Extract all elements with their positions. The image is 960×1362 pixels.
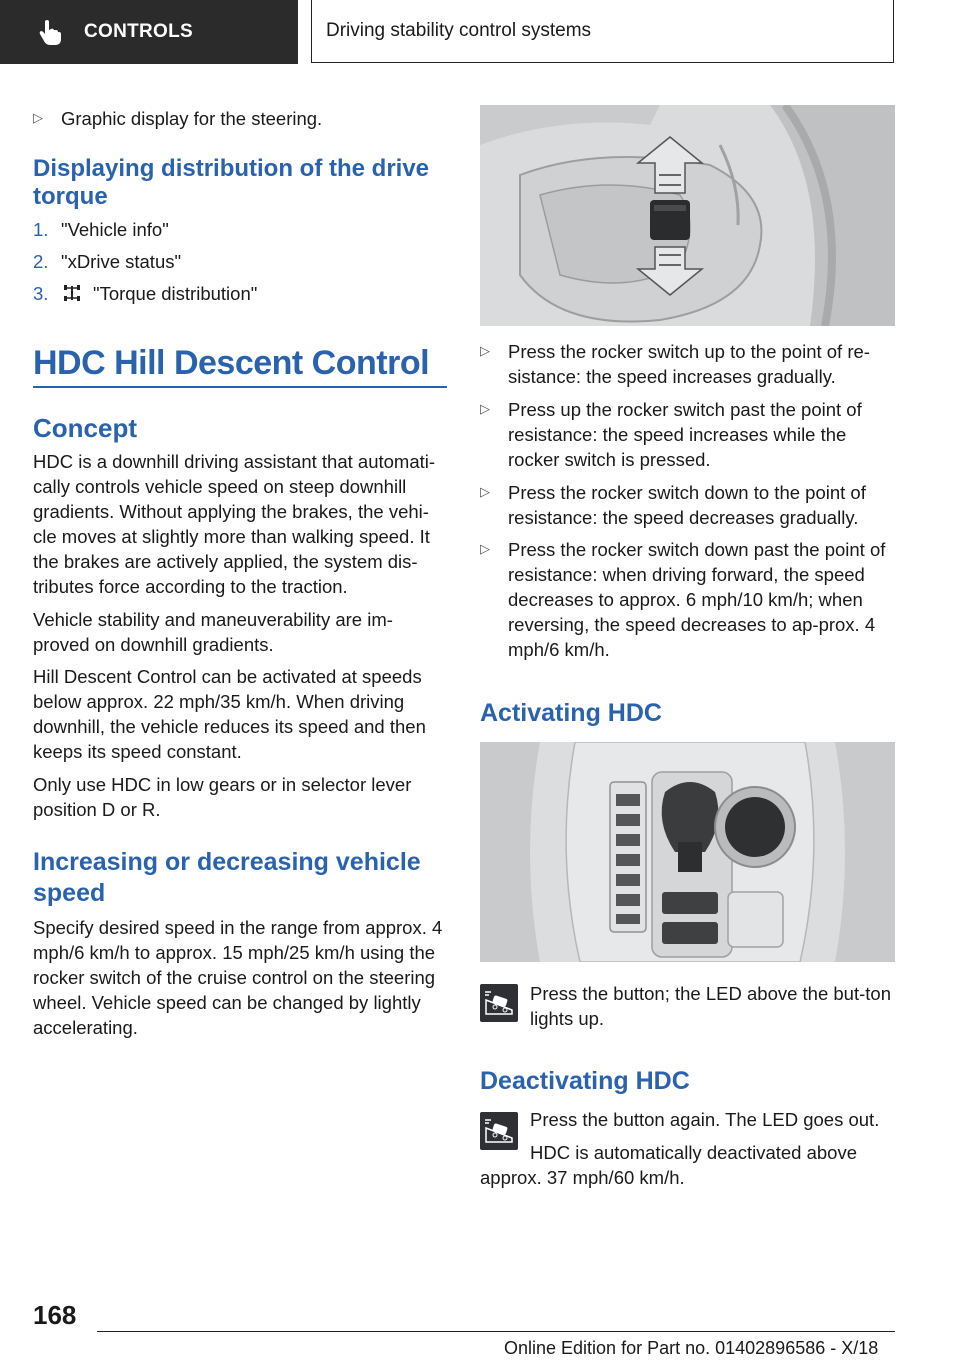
center-console-drawing — [480, 742, 895, 962]
triangle-bullet-icon: ▷ — [33, 110, 43, 125]
step-number: 2. — [33, 251, 49, 272]
concept-heading: Concept — [33, 413, 137, 443]
concept-paragraph-2: Vehicle stability and maneuverability are im-proved on downhill gradients. — [33, 609, 393, 655]
list-item — [33, 249, 181, 274]
triangle-bullet-icon: ▷ — [480, 484, 490, 499]
edition-text: Online Edition for Part no. 01402896586 - X/18 — [504, 1338, 879, 1358]
speed-heading: Increasing or decreasing vehicle speed — [33, 848, 421, 907]
list-item — [33, 217, 169, 242]
concept-paragraph-3: Hill Descent Control can be activated at speeds below approx. 22 mph/35 km/h. When driving downhill, the vehicle reduces its speed and then keeps its speed constant. — [33, 666, 426, 762]
page-number: 168 — [33, 1300, 77, 1330]
concept-paragraph-4: Only use HDC in low gears or in selector lever position D or R. — [33, 774, 412, 820]
step-text: "Torque distribution" — [93, 283, 258, 304]
list-item — [480, 480, 895, 530]
hdc-button-icon — [480, 984, 518, 1022]
torque-distribution-icon — [61, 282, 83, 304]
hand-pointer-icon — [36, 18, 64, 46]
section-label: CONTROLS — [84, 21, 194, 42]
steering-wheel-drawing — [480, 105, 895, 326]
bullet-text: Press the rocker switch down to the point of resistance: the speed decreases gradually. — [508, 482, 866, 528]
triangle-bullet-icon: ▷ — [480, 541, 490, 556]
deactivating-paragraph-1: Press the button again. The LED goes out. — [530, 1109, 880, 1130]
chapter-header — [311, 0, 894, 63]
triangle-bullet-icon: ▷ — [480, 401, 490, 416]
step-number: 1. — [33, 219, 49, 240]
concept-paragraph-1: HDC is a downhill driving assistant that automati-cally controls vehicle speed on steep downhill gradients. Without applying the brakes, the vehi-cle moves at slightly more than walking speed. It the brakes are actively applied, the system dis-tributes force according to the traction. — [33, 451, 436, 597]
torque-heading: Displaying distribution of the drive torque — [33, 155, 430, 210]
title-rule — [33, 386, 447, 388]
bullet-text: Press the rocker switch up to the point of re-sistance: the speed increases gradually. — [508, 341, 870, 387]
step-text: "xDrive status" — [61, 251, 182, 272]
bullet-text: Press the rocker switch down past the point of resistance: when driving forward, the speed decreases to approx. 6 mph/10 km/h; when reversing, the speed decreases to ap-prox. 4 mph/6 km/h. — [508, 539, 886, 660]
activating-heading: Activating HDC — [480, 699, 662, 727]
speed-paragraph: Specify desired speed in the range from approx. 4 mph/6 km/h to approx. 15 mph/25 km/h using the rocker switch of the cruise control on the steering wheel. Vehicle speed can be changed by lightly accelerating. — [33, 917, 443, 1038]
deactivating-heading: Deactivating HDC — [480, 1067, 690, 1095]
list-item — [480, 339, 895, 389]
list-item — [480, 397, 895, 472]
section-tab — [0, 0, 298, 64]
footer-rule — [97, 1331, 895, 1332]
chapter-title: Driving stability control systems — [326, 20, 592, 41]
center-console-illustration — [480, 742, 895, 962]
hdc-title: HDC Hill Descent Control — [33, 344, 430, 382]
step-number: 3. — [33, 283, 49, 304]
activating-paragraph: Press the button; the LED above the but-ton lights up. — [530, 983, 891, 1029]
list-item — [480, 537, 895, 662]
steering-wheel-illustration — [480, 105, 895, 326]
hill-descent-icon — [480, 984, 518, 1022]
bullet-text: Press up the rocker switch past the point of resistance: the speed increases while the rocker switch is pressed. — [508, 399, 862, 470]
list-item — [33, 106, 447, 131]
triangle-bullet-icon: ▷ — [480, 343, 490, 358]
bullet-text: Graphic display for the steering. — [61, 108, 323, 129]
list-item — [33, 281, 257, 306]
step-text: "Vehicle info" — [61, 219, 169, 240]
deactivating-paragraph-2: HDC is automatically deactivated above approx. 37 mph/60 km/h. — [480, 1142, 857, 1188]
